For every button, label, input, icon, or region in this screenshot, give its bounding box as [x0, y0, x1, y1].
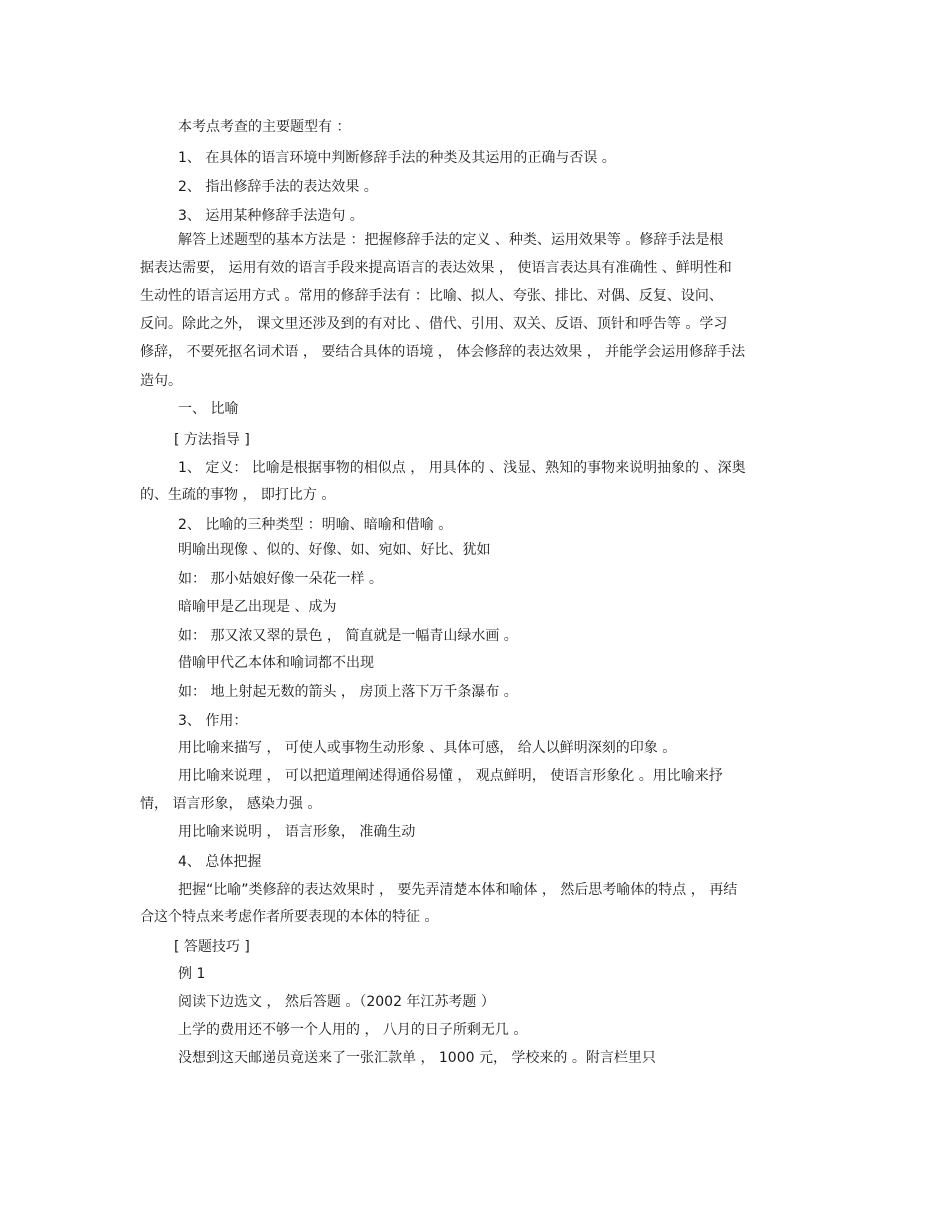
overall-text-line: 合这个特点来考虑作者所要表现的本体的特征 。	[140, 909, 439, 925]
overall-text-line: 把握“比喻”类修辞的表达效果时 ， 要先弄清楚本体和喻体 ， 然后思考喻体的特点 ， 再结	[178, 882, 738, 898]
definition-line: 的、生疏的事物 ， 即打比方 。	[140, 487, 336, 503]
three-types-line: 2、 比喻的三种类型 ：明喻、暗喻和借喻 。	[178, 517, 453, 533]
overall-heading: 4、 总体把握	[178, 854, 262, 870]
instruction-line: 阅读下边选文 ， 然后答题 。（2002 年江苏考题 ）	[178, 994, 495, 1010]
method-paragraph-line: 造句。	[140, 373, 182, 389]
answer-tips-heading: [ 答题技巧 ]	[174, 939, 250, 955]
example-label: 例 1	[178, 966, 206, 982]
section-title-simile: 一、 比喻	[178, 401, 239, 417]
question-type-1: 1、 在具体的语言环境中判断修辞手法的种类及其运用的正确与否误 。	[178, 150, 616, 166]
method-paragraph-line: 生动性的语言运用方式 。常用的修辞手法有 ：比喻、拟人、夸张、排比、对偶、反复、设问、	[140, 288, 723, 304]
method-paragraph-line: 解答上述题型的基本方法是 ：把握修辞手法的定义 、种类、运用效果等 。修辞手法是根	[178, 232, 724, 248]
question-type-3: 3、 运用某种修辞手法造句 。	[178, 208, 364, 224]
simile-words-line: 明喻出现像 、似的、好像、如、宛如、好比、犹如	[178, 542, 491, 558]
effect-reason-line: 情， 语言形象， 感染力强 。	[140, 796, 322, 812]
effect-describe-line: 用比喻来描写 ， 可使人或事物生动形象 、具体可感， 给人以鲜明深刻的印象 。	[178, 740, 677, 756]
passage-line: 没想到这天邮递员竟送来了一张汇款单 ， 1000 元， 学校来的 。附言栏里只	[178, 1050, 656, 1066]
effect-reason-line: 用比喻来说理 ， 可以把道理阐述得通俗易懂 ， 观点鲜明， 使语言形象化 。用比喻来抒	[178, 768, 723, 784]
simile-example-line: 如： 那小姑娘好像一朵花一样 。	[178, 571, 383, 587]
intro-line: 本考点考查的主要题型有 ：	[178, 119, 351, 135]
passage-line: 上学的费用还不够一个人用的 ， 八月的日子所剩无几 。	[178, 1022, 528, 1038]
metaphor-words-line: 暗喻甲是乙出现是 、成为	[178, 599, 337, 615]
metaphor-example-line: 如： 那又浓又翠的景色 ， 简直就是一幅青山绿水画 。	[178, 628, 518, 644]
effect-explain-line: 用比喻来说明 ， 语言形象， 准确生动	[178, 824, 416, 840]
metonymy-example-line: 如： 地上射起无数的箭头 ， 房顶上落下万千条瀑布 。	[178, 684, 518, 700]
question-type-2: 2、 指出修辞手法的表达效果 。	[178, 179, 378, 195]
effect-heading: 3、 作用：	[178, 713, 248, 729]
definition-line: 1、 定义： 比喻是根据事物的相似点 ， 用具体的 、浅显、熟知的事物来说明抽象的 、深奥	[178, 460, 746, 476]
metonymy-words-line: 借喻甲代乙本体和喻词都不出现	[178, 655, 374, 671]
method-paragraph-line: 修辞， 不要死抠名词术语 ， 要结合具体的语境 ， 体会修辞的表达效果 ， 并能学会运用修辞手法	[140, 344, 746, 360]
method-guide-heading: [ 方法指导 ]	[174, 432, 250, 448]
method-paragraph-line: 据表达需要， 运用有效的语言手段来提高语言的表达效果 ， 使语言表达具有准确性 、鲜明性和	[140, 260, 732, 276]
method-paragraph-line: 反问。除此之外， 课文里还涉及到的有对比 、借代、引用、双关、反语、顶针和呼告等 。学习	[140, 316, 728, 332]
